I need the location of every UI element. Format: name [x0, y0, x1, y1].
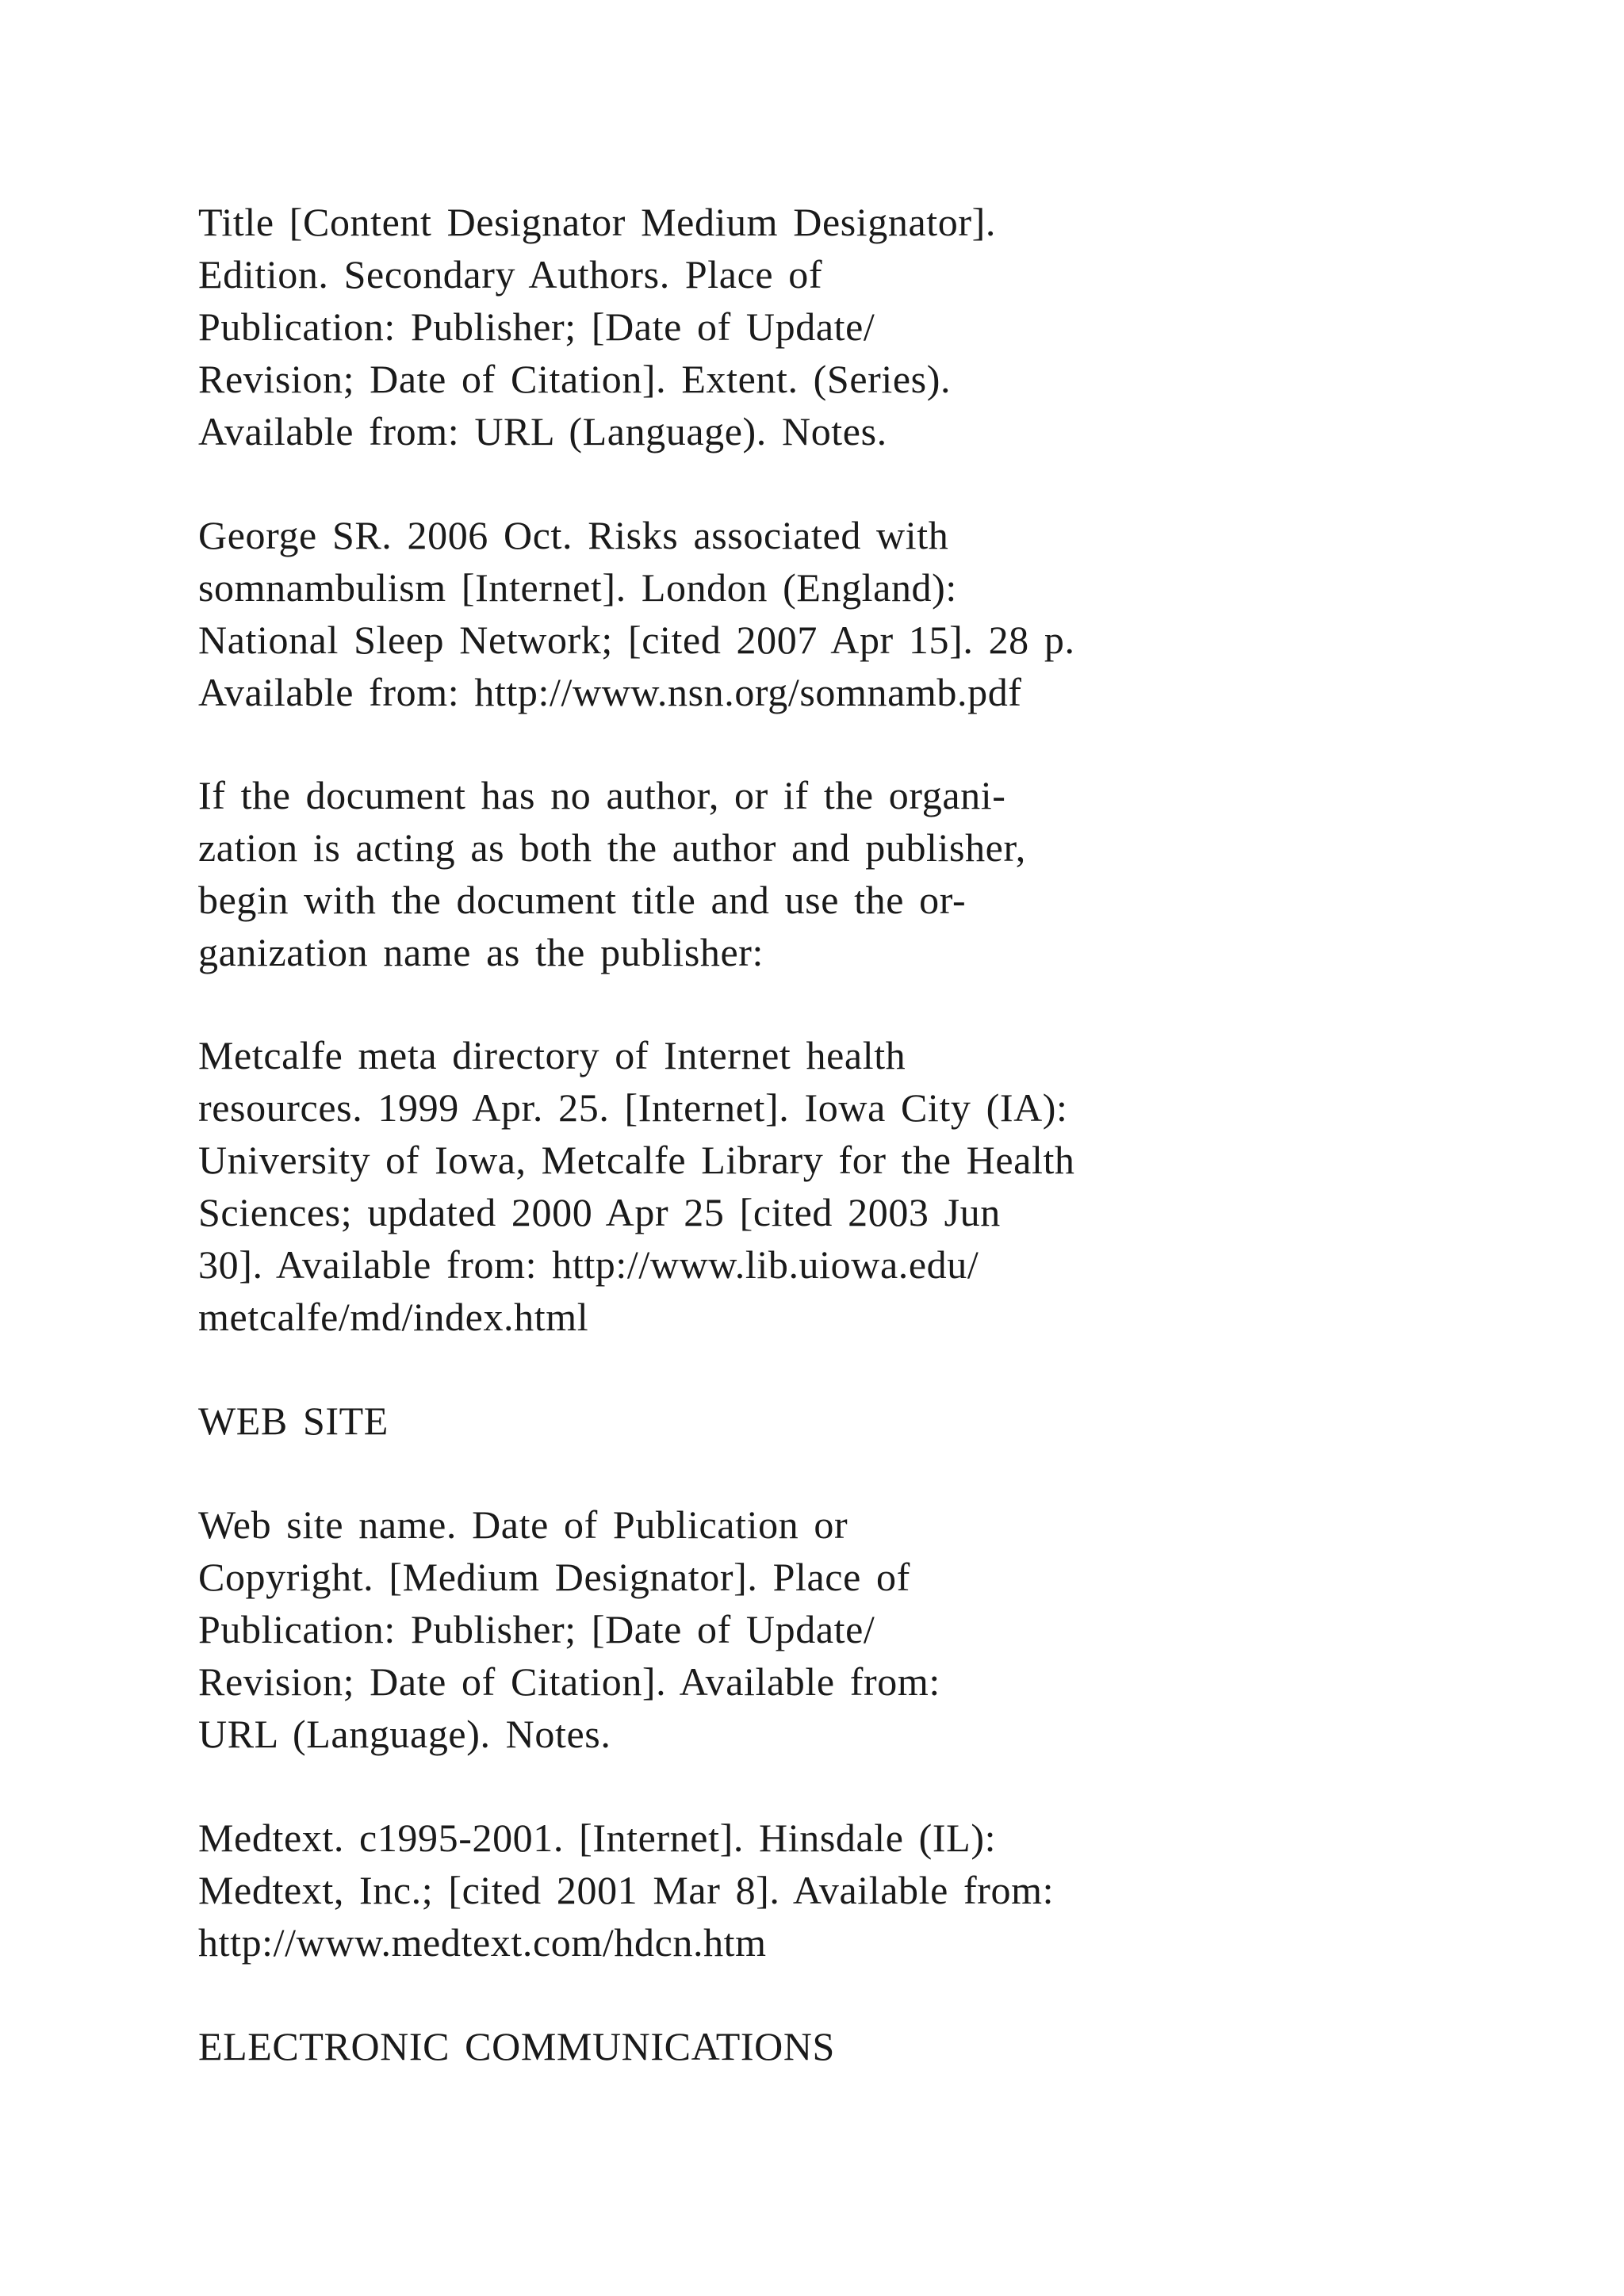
text-line: George SR. 2006 Oct. Risks associated with — [198, 513, 949, 557]
text-line: Medtext. c1995-2001. [Internet]. Hinsdale (IL): — [198, 1816, 997, 1860]
text-line: http://www.medtext.com/hdcn.htm — [198, 1920, 767, 1965]
text-line: Publication: Publisher; [Date of Update/ — [198, 304, 875, 349]
text-line: National Sleep Network; [cited 2007 Apr 15]. 28 p. — [198, 618, 1075, 662]
text-line: Publication: Publisher; [Date of Update/ — [198, 1607, 875, 1651]
section-heading: WEB SITE — [198, 1399, 389, 1443]
example-citation-medtext — [198, 1812, 1054, 1969]
text-line: If the document has no author, or if the organi- — [198, 773, 1006, 817]
text-line: Web site name. Date of Publication or — [198, 1502, 848, 1547]
section-heading: ELECTRONIC COMMUNICATIONS — [198, 2024, 835, 2068]
text-line: University of Iowa, Metcalfe Library for the Health — [198, 1138, 1075, 1182]
text-line: metcalfe/md/index.html — [198, 1295, 589, 1339]
text-line: Title [Content Designator Medium Designator]. — [198, 200, 996, 244]
web-site-format-template — [198, 1498, 940, 1760]
text-line: Medtext, Inc.; [cited 2001 Mar 8]. Available from: — [198, 1868, 1055, 1912]
section-heading-web-site — [198, 1395, 389, 1447]
text-line: begin with the document title and use the or- — [198, 878, 967, 922]
text-line: Sciences; updated 2000 Apr 25 [cited 2003 Jun — [198, 1190, 1001, 1234]
text-line: Revision; Date of Citation]. Extent. (Series). — [198, 357, 952, 401]
text-line: somnambulism [Internet]. London (England): — [198, 565, 957, 610]
text-line: URL (Language). Notes. — [198, 1712, 611, 1756]
text-line: resources. 1999 Apr. 25. [Internet]. Iowa City (IA): — [198, 1085, 1068, 1130]
journal-format-template — [198, 196, 996, 457]
text-line: Edition. Secondary Authors. Place of — [198, 252, 823, 297]
text-line: Available from: http://www.nsn.org/somnamb.pdf — [198, 670, 1022, 714]
text-line: 30]. Available from: http://www.lib.uiowa.edu/ — [198, 1242, 979, 1287]
text-line: Metcalfe meta directory of Internet health — [198, 1033, 906, 1077]
no-author-note — [198, 769, 1026, 978]
section-heading-electronic-communications — [198, 2020, 835, 2072]
text-line: Available from: URL (Language). Notes. — [198, 409, 887, 453]
text-line: zation is acting as both the author and publisher, — [198, 825, 1026, 870]
text-line: Copyright. [Medium Designator]. Place of — [198, 1555, 910, 1599]
example-citation-metcalfe — [198, 1029, 1075, 1343]
text-line: Revision; Date of Citation]. Available from: — [198, 1659, 940, 1704]
example-citation-george — [198, 509, 1075, 718]
text-line: ganization name as the publisher: — [198, 930, 764, 974]
